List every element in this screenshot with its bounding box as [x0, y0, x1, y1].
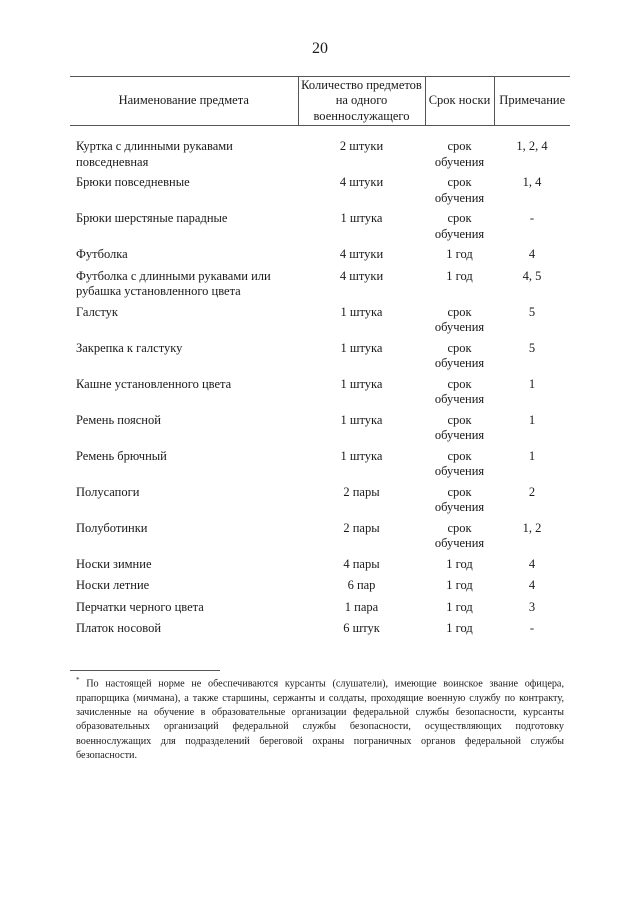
- item-note: 1, 2: [522, 520, 542, 535]
- item-quantity: 4 штуки: [339, 268, 384, 283]
- item-name: Закрепка к галстуку: [76, 340, 183, 355]
- item-note: -: [529, 211, 535, 225]
- item-name: Перчатки черного цвета: [76, 599, 204, 614]
- table-row: [70, 521, 570, 557]
- item-term: срок обучения: [434, 484, 485, 514]
- item-note: 1, 2, 4: [516, 139, 548, 153]
- table-row: [70, 269, 570, 305]
- table-row: [70, 600, 570, 622]
- item-quantity: 6 штук: [343, 621, 380, 635]
- item-term: срок обучения: [434, 376, 485, 406]
- item-name: Кашне установленного цвета: [76, 376, 232, 391]
- item-term: 1 год: [446, 599, 473, 614]
- item-note: 1: [528, 376, 536, 391]
- item-name: Ремень брючный: [76, 448, 167, 463]
- item-note: 4, 5: [522, 268, 542, 283]
- item-note: 5: [528, 340, 536, 355]
- item-quantity: 2 пары: [343, 484, 380, 499]
- item-name: Носки летние: [76, 578, 150, 592]
- item-quantity: 1 штука: [340, 340, 383, 355]
- item-quantity: 1 штука: [340, 412, 383, 427]
- item-quantity: 1 пара: [344, 599, 379, 614]
- table-row: [70, 247, 570, 269]
- item-note: 1: [528, 412, 536, 427]
- header-quantity: Количество предметов на одного военнослужащего: [298, 77, 425, 126]
- footnote-divider: [70, 670, 220, 671]
- item-term: 1 год: [446, 578, 473, 592]
- item-note: 5: [528, 304, 536, 319]
- item-term: 1 год: [446, 268, 473, 283]
- item-name: Платок носовой: [76, 621, 162, 635]
- item-name: Футболка с длинными рукавами или рубашка установленного цвета: [76, 268, 271, 298]
- footnote-marker: *: [76, 676, 80, 684]
- table-row: [70, 449, 570, 485]
- item-term: срок обучения: [434, 520, 485, 550]
- item-term: срок обучения: [434, 175, 485, 205]
- item-term: 1 год: [446, 556, 473, 571]
- header-wear-term: Срок носки: [425, 77, 494, 126]
- table-row: [70, 485, 570, 521]
- item-name: Брюки повседневные: [76, 175, 190, 189]
- item-quantity: 2 пары: [343, 520, 380, 535]
- item-name: Полусапоги: [76, 484, 140, 499]
- table-row: [70, 305, 570, 341]
- table-header-row: [70, 77, 570, 126]
- item-note: 3: [528, 599, 536, 614]
- item-term: 1 год: [446, 621, 473, 635]
- item-quantity: 6 пар: [347, 578, 376, 592]
- item-name: Брюки шерстяные парадные: [76, 211, 228, 225]
- item-name: Полуботинки: [76, 520, 148, 535]
- table-row: [70, 578, 570, 600]
- item-quantity: 1 штука: [340, 211, 383, 225]
- item-quantity: 2 штуки: [339, 139, 384, 153]
- table-row: [70, 621, 570, 643]
- page-number: 20: [312, 40, 328, 57]
- item-quantity: 1 штука: [340, 376, 383, 391]
- item-note: 1, 4: [522, 175, 542, 189]
- item-quantity: 4 штуки: [339, 175, 384, 189]
- item-note: 4: [528, 247, 536, 261]
- footnote-text: По настоящей норме не обеспечиваются курсанты (слушатели), имеющие воинское звание офицера, прапорщика (мичмана), а также старшины, сержанты и солдаты, проходящие военную службу по контракту, зачисленные на обучение в образовательные организации федеральной службы безопасности, курсанты образовательных организаций федеральной службы безопасности, осуществляющих подготовку военнослужащих для подразделений береговой охраны пограничных органов федеральной службы безопасности.: [76, 678, 564, 761]
- table-row: [70, 413, 570, 449]
- item-term: срок обучения: [434, 304, 485, 334]
- item-name: Ремень поясной: [76, 412, 161, 427]
- item-note: 1: [528, 448, 536, 463]
- table-row: [70, 341, 570, 377]
- header-note: Примечание: [494, 77, 570, 126]
- item-term: срок обучения: [434, 340, 485, 370]
- footnote: [76, 673, 564, 763]
- clothing-norms-table: [70, 76, 570, 643]
- item-quantity: 4 штуки: [339, 247, 384, 261]
- table-row: [70, 211, 570, 247]
- table-row: [70, 557, 570, 579]
- item-note: -: [529, 621, 535, 635]
- header-item-name: Наименование предмета: [70, 77, 298, 126]
- item-term: срок обучения: [434, 139, 485, 169]
- item-term: срок обучения: [434, 211, 485, 241]
- item-name: Футболка: [76, 247, 128, 261]
- item-name: Галстук: [76, 304, 118, 319]
- item-note: 2: [528, 484, 536, 499]
- item-term: 1 год: [446, 247, 473, 261]
- item-name: Куртка с длинными рукавами повседневная: [76, 139, 233, 169]
- item-term: срок обучения: [434, 412, 485, 442]
- item-quantity: 4 пары: [343, 556, 380, 571]
- table-row: [70, 175, 570, 211]
- item-quantity: 1 штука: [340, 304, 383, 319]
- table-row: [70, 126, 570, 176]
- item-note: 4: [528, 578, 536, 592]
- item-term: срок обучения: [434, 448, 485, 478]
- item-name: Носки зимние: [76, 556, 152, 571]
- table-row: [70, 377, 570, 413]
- item-note: 4: [528, 556, 536, 571]
- item-quantity: 1 штука: [340, 448, 383, 463]
